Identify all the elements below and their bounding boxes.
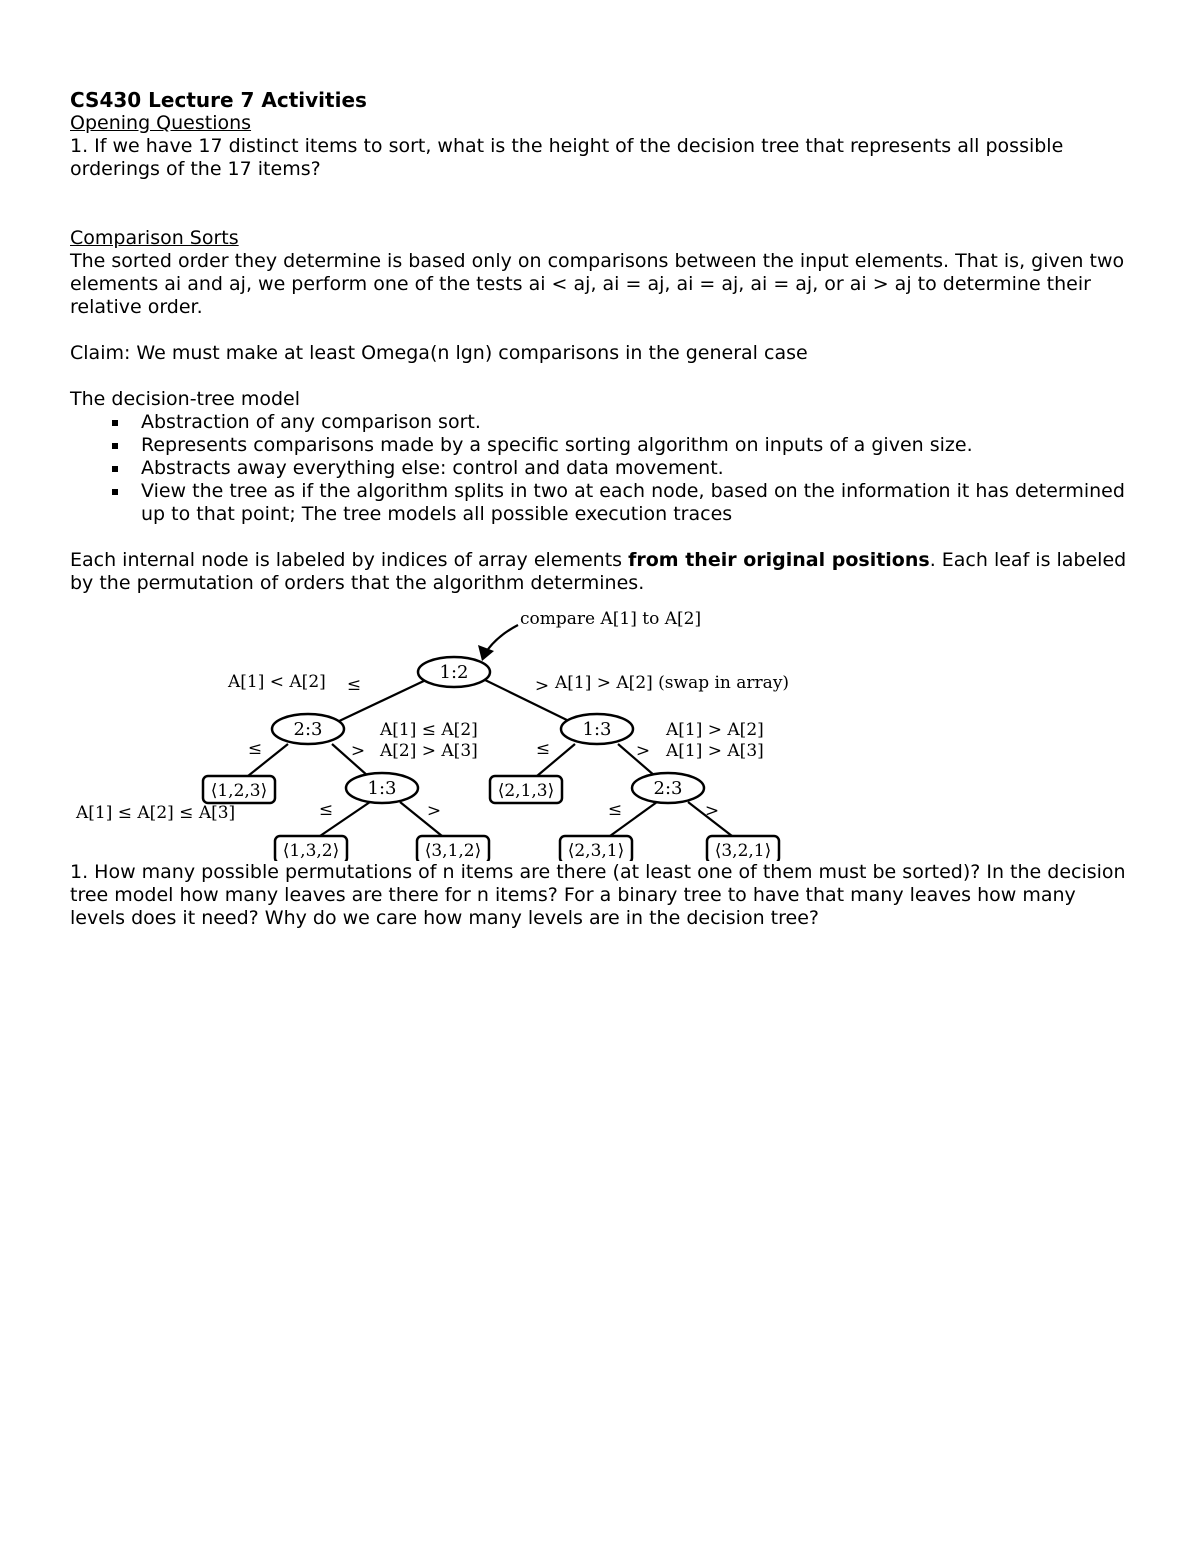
annotation-mid-left-1: A[1] ≤ A[2] bbox=[380, 720, 478, 740]
leaf-label: ⟨2,1,3⟩ bbox=[497, 781, 555, 801]
page-title: CS430 Lecture 7 Activities bbox=[70, 88, 367, 112]
edge-le-symbol: ≤ bbox=[346, 675, 362, 695]
edge-gt-symbol: > bbox=[635, 741, 651, 761]
edge-gt-symbol: > bbox=[350, 741, 366, 761]
root-callout: compare A[1] to A[2] bbox=[520, 609, 702, 629]
leaf-label: ⟨3,2,1⟩ bbox=[714, 841, 772, 861]
bullet-item: Abstraction of any comparison sort. bbox=[70, 411, 1130, 434]
edge-gt-symbol: > bbox=[426, 801, 442, 821]
node-right-right-label: 2:3 bbox=[653, 778, 683, 799]
question-2: 1. How many possible permutations of n items are there (at least one of them must be sorted)? In the decision tree model how many leaves are there for n items? For a binary tree to have that many leaves how many levels does it need? Why do we care how many levels are in the decision tree? bbox=[70, 861, 1126, 929]
edge-gt-symbol: > bbox=[534, 676, 550, 696]
arrowhead-icon bbox=[478, 645, 494, 661]
square-bullet-icon bbox=[112, 443, 118, 449]
annotation-root-left: A[1] < A[2] bbox=[228, 672, 326, 692]
annotation-mid-left-2: A[2] > A[3] bbox=[380, 741, 478, 761]
bullet-item: Represents comparisons made by a specific sorting algorithm on inputs of a given size. bbox=[70, 434, 1130, 457]
square-bullet-icon bbox=[112, 420, 118, 426]
square-bullet-icon bbox=[112, 489, 118, 495]
leaf-label: ⟨2,3,1⟩ bbox=[567, 841, 625, 861]
opening-question-1: 1. If we have 17 distinct items to sort, what is the height of the decision tree that represents all possible orderings of the 17 items? bbox=[70, 135, 1064, 180]
comparison-sorts-heading: Comparison Sorts bbox=[70, 227, 239, 249]
node-root-label: 1:2 bbox=[439, 662, 469, 683]
claim-text: Claim: We must make at least Omega(n lgn) comparisons in the general case bbox=[70, 342, 808, 364]
decision-tree-heading: The decision-tree model bbox=[70, 388, 300, 410]
decision-tree-bullets bbox=[70, 411, 1130, 526]
annotation-mid-right-2: A[1] > A[3] bbox=[666, 741, 764, 761]
leaf-label: ⟨1,3,2⟩ bbox=[282, 841, 340, 861]
leaf-label: ⟨3,1,2⟩ bbox=[424, 841, 482, 861]
edge-le-symbol: ≤ bbox=[607, 800, 623, 820]
edge-le-symbol: ≤ bbox=[535, 739, 551, 759]
node-left-right-label: 1:3 bbox=[367, 778, 397, 799]
document-page bbox=[70, 88, 1130, 930]
node-left-label: 2:3 bbox=[293, 719, 323, 740]
opening-questions-heading: Opening Questions bbox=[70, 112, 252, 134]
edge-le-symbol: ≤ bbox=[318, 800, 334, 820]
square-bullet-icon bbox=[112, 466, 118, 472]
leaf-label: ⟨1,2,3⟩ bbox=[210, 781, 268, 801]
bullet-item: Abstracts away everything else: control and data movement. bbox=[70, 457, 1130, 480]
decision-tree-diagram bbox=[70, 599, 830, 861]
edge-le-symbol: ≤ bbox=[247, 739, 263, 759]
comparison-sorts-body: The sorted order they determine is based only on comparisons between the input elements. That is, given two elements ai and aj, we perform one of the tests ai < aj, ai = aj, ai = aj, ai = aj, or ai > aj to determine their relative order. bbox=[70, 250, 1125, 318]
annotation-mid-right-1: A[1] > A[2] bbox=[666, 720, 764, 740]
annotation-leaf-123: A[1] ≤ A[2] ≤ A[3] bbox=[76, 803, 236, 823]
annotation-root-right: A[1] > A[2] (swap in array) bbox=[555, 673, 790, 693]
node-right-label: 1:3 bbox=[582, 719, 612, 740]
edge-gt-symbol: > bbox=[704, 801, 720, 821]
bullet-item: View the tree as if the algorithm splits in two at each node, based on the information it has determined up to that point; The tree models all possible execution traces bbox=[70, 480, 1130, 526]
internal-node-description: Each internal node is labeled by indices of array elements from their original positions. Each leaf is labeled by the permutation of orders that the algorithm determines. bbox=[70, 549, 1127, 594]
